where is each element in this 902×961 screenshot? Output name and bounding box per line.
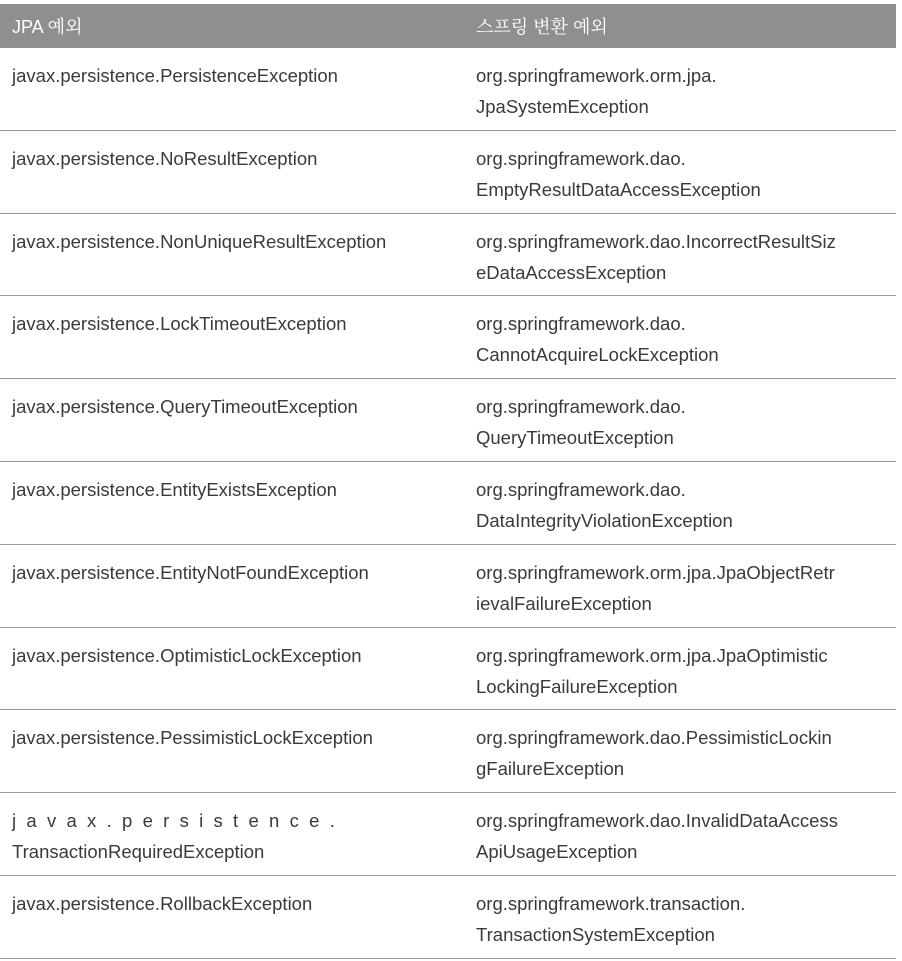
spring-exception-cell: org.springframework.orm.jpa. JpaSystemException [476, 65, 717, 117]
exception-mapping-table [0, 4, 896, 959]
jpa-exception-cell: javax.persistence.NonUniqueResultException [12, 230, 387, 252]
jpa-exception-cell: javax.persistence.PessimisticLockException [12, 727, 373, 749]
jpa-exception-cell: javax.persistence.QueryTimeoutException [12, 396, 358, 418]
spring-exception-cell: org.springframework.dao.PessimisticLockin gFailureException [476, 727, 832, 780]
jpa-exception-cell: javax.persistence.OptimisticLockException [12, 644, 362, 666]
jpa-exception-cell: javax.persistence.PersistenceException [12, 65, 338, 86]
spring-exception-cell: org.springframework.dao.InvalidDataAccess ApiUsageException [476, 810, 838, 863]
table-row [0, 545, 896, 628]
jpa-exception-cell: javax.persistence.RollbackException [12, 892, 313, 914]
spring-exception-cell: org.springframework.dao. CannotAcquireLockException [476, 313, 719, 366]
header-spring-exception: 스프링 변환 예외 [476, 17, 608, 37]
spring-exception-cell: org.springframework.dao. DataIntegrityViolationException [476, 478, 733, 531]
table-row [0, 793, 896, 876]
table-row [0, 296, 896, 379]
jpa-exception-cell: javax.persistence.EntityExistsException [12, 478, 337, 500]
header-jpa-exception: JPA 예외 [12, 17, 83, 37]
jpa-exception-cell: javax.persistence.EntityNotFoundException [12, 561, 369, 583]
jpa-exception-cell: j a v a x . p e r s i s t e n c e . TransactionRequiredException [12, 810, 335, 863]
table-row [0, 131, 896, 214]
table-header [0, 4, 896, 48]
spring-exception-cell: org.springframework.dao.IncorrectResultSiz eDataAccessException [476, 230, 836, 283]
table-row [0, 462, 896, 545]
table-row [0, 48, 896, 131]
spring-exception-cell: org.springframework.transaction. TransactionSystemException [476, 892, 746, 945]
table-row [0, 628, 896, 711]
table-row [0, 876, 896, 959]
table-row [0, 214, 896, 297]
spring-exception-cell: org.springframework.dao. QueryTimeoutException [476, 396, 686, 449]
spring-exception-cell: org.springframework.orm.jpa.JpaObjectRetr ievalFailureException [476, 561, 835, 614]
table-row [0, 710, 896, 793]
jpa-exception-cell: javax.persistence.LockTimeoutException [12, 313, 347, 335]
table-row [0, 379, 896, 462]
spring-exception-cell: org.springframework.dao. EmptyResultDataAccessException [476, 147, 761, 200]
jpa-exception-cell: javax.persistence.NoResultException [12, 147, 318, 169]
spring-exception-cell: org.springframework.orm.jpa.JpaOptimistic LockingFailureException [476, 644, 828, 697]
